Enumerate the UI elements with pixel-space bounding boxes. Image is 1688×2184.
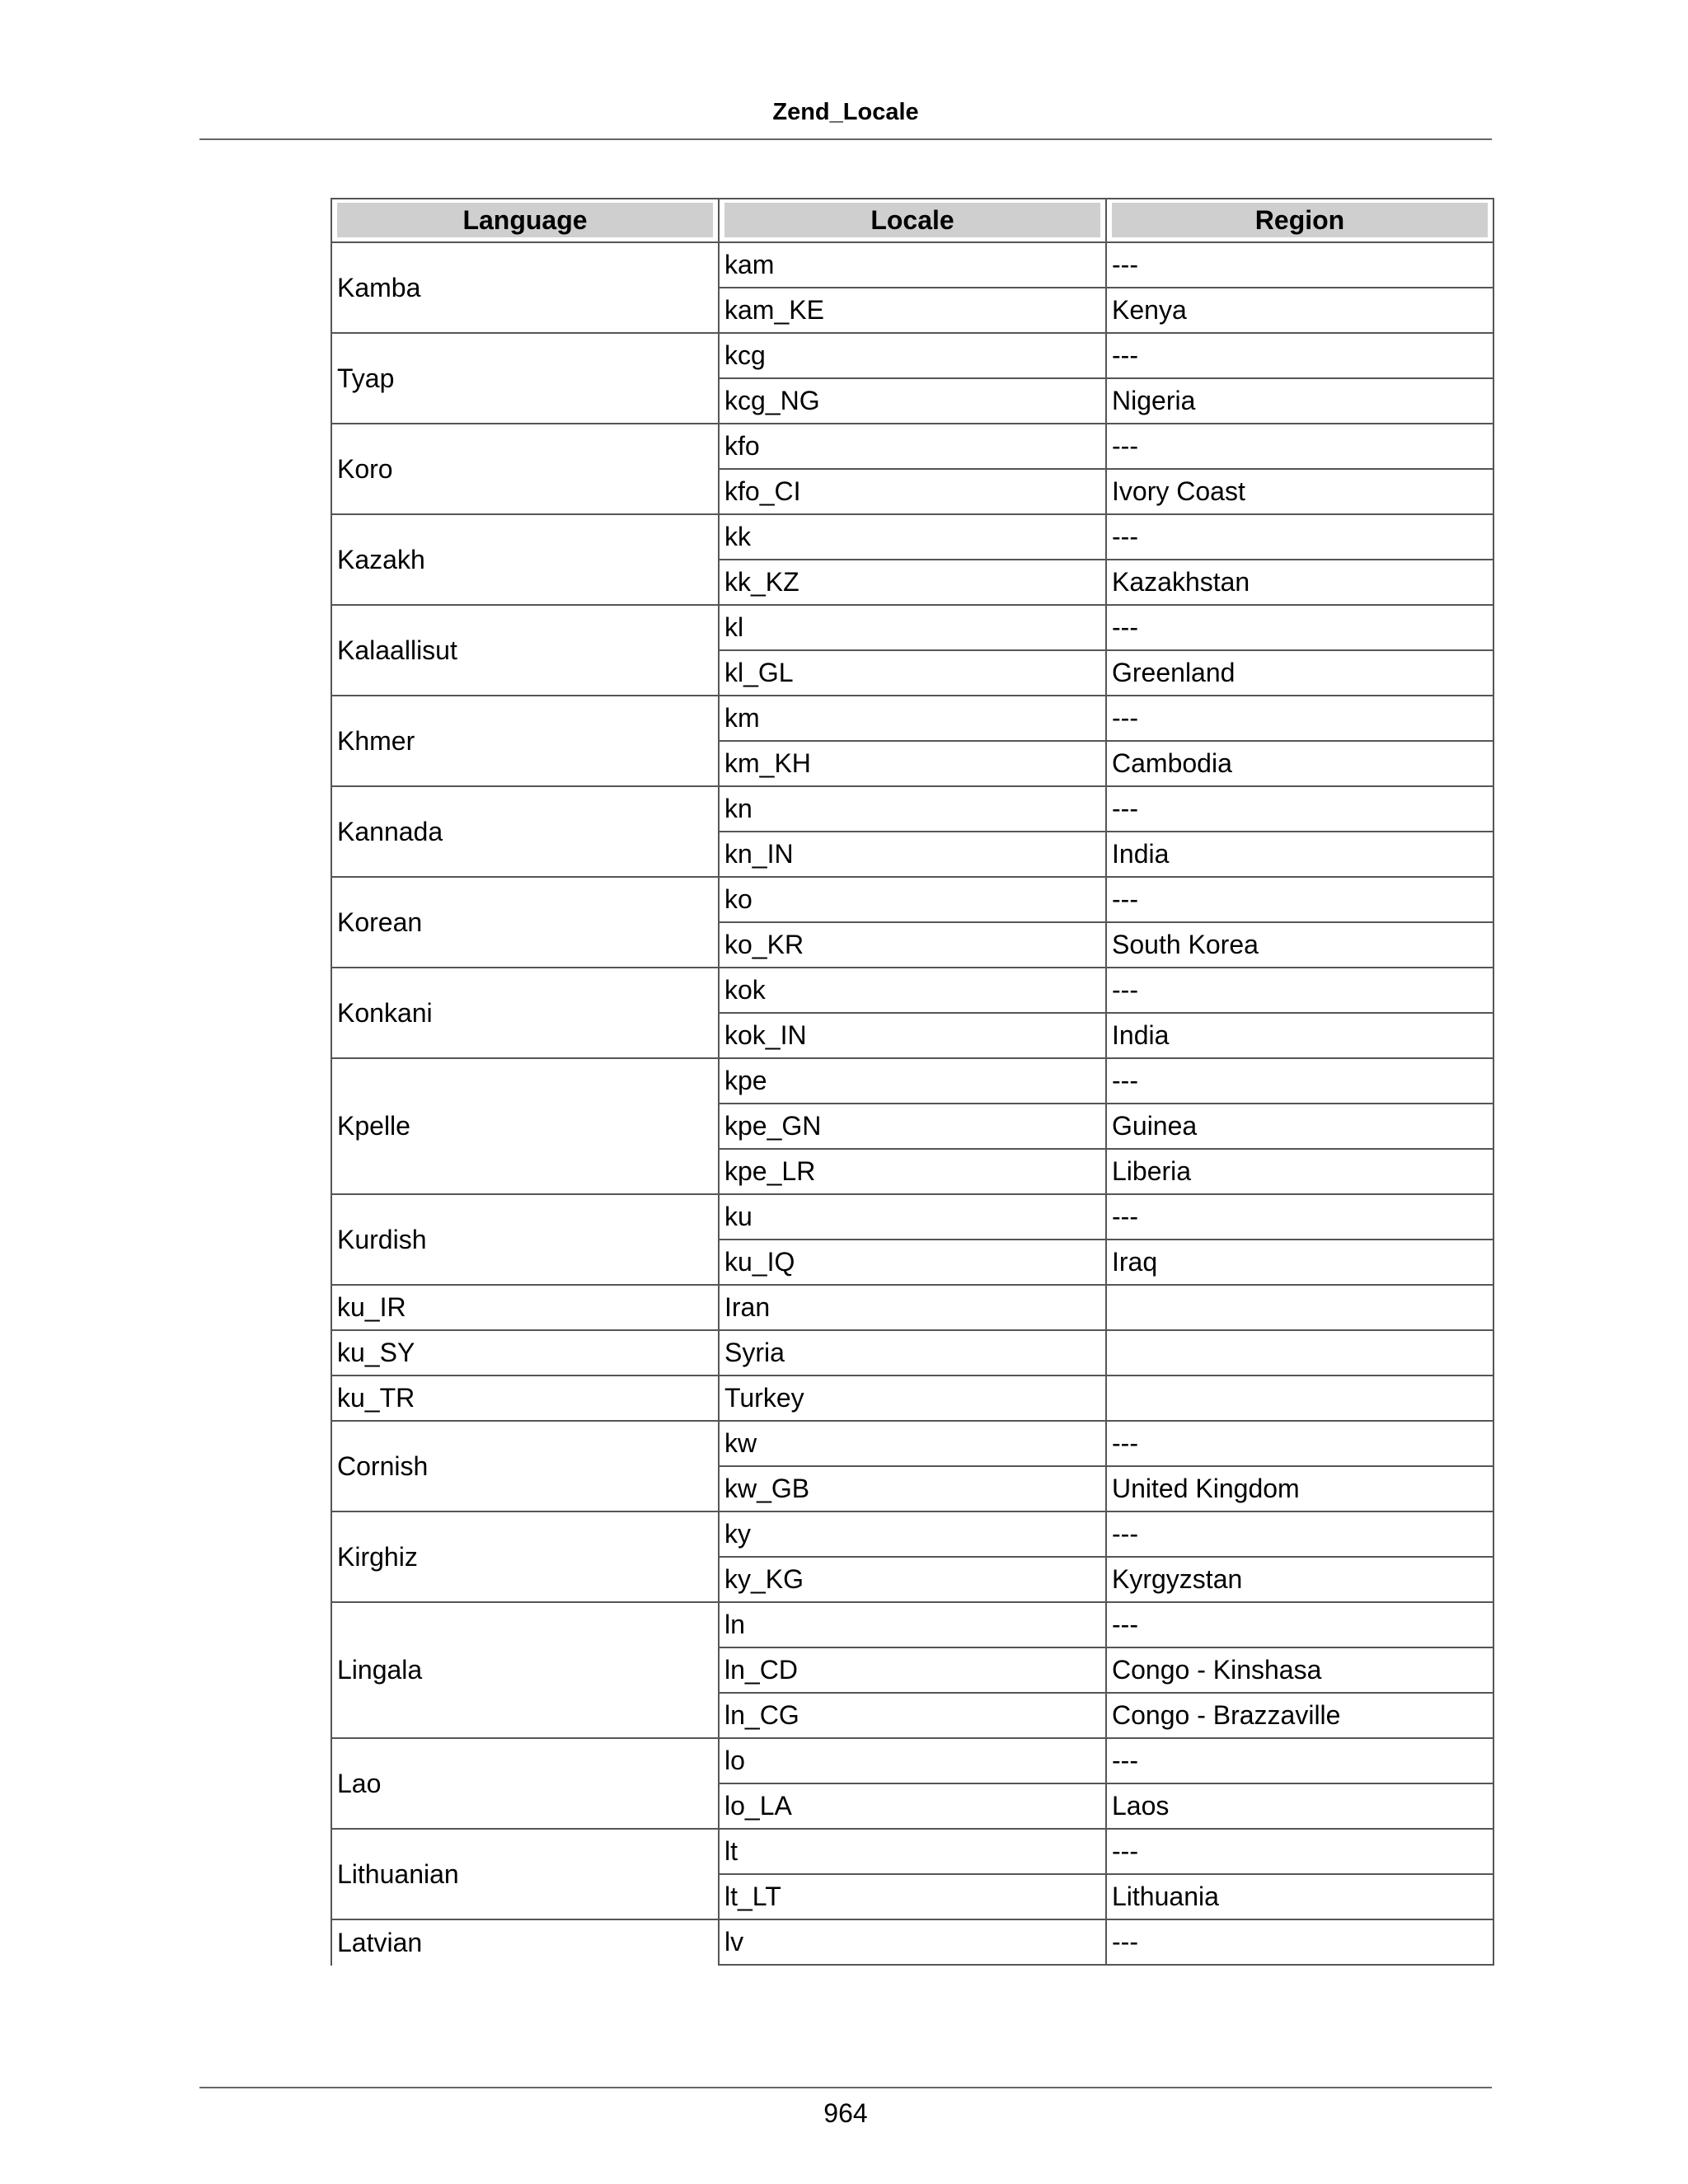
locale-cell: kn [718, 787, 1105, 832]
header-row [331, 199, 1493, 243]
locale-cell: ky [718, 1512, 1105, 1558]
region-cell: Nigeria [1105, 379, 1493, 424]
column-header-language [331, 199, 718, 243]
region-cell [1105, 1376, 1493, 1422]
locale-cell: kam [718, 243, 1105, 288]
region-cell: Liberia [1105, 1150, 1493, 1195]
language-cell: Latvian [331, 1920, 718, 1966]
language-cell: Kpelle [331, 1059, 718, 1195]
language-cell: Kazakh [331, 515, 718, 606]
locale-cell: kl [718, 606, 1105, 651]
table-row [331, 1059, 1493, 1104]
language-cell: Konkani [331, 968, 718, 1059]
table-row [331, 1739, 1493, 1784]
locale-cell: Syria [718, 1331, 1105, 1376]
language-cell: ku_TR [331, 1376, 718, 1422]
region-cell: United Kingdom [1105, 1467, 1493, 1512]
table-row [331, 1195, 1493, 1240]
language-cell: ku_IR [331, 1286, 718, 1331]
language-cell: Kirghiz [331, 1512, 718, 1603]
locale-cell: kpe_LR [718, 1150, 1105, 1195]
language-cell: Kannada [331, 787, 718, 878]
language-cell: Tyap [331, 334, 718, 424]
locale-cell: ko_KR [718, 923, 1105, 968]
locale-cell: ln [718, 1603, 1105, 1648]
region-cell: Ivory Coast [1105, 470, 1493, 515]
language-cell: Lao [331, 1739, 718, 1830]
region-cell: Laos [1105, 1784, 1493, 1830]
region-cell: India [1105, 832, 1493, 878]
table-row [331, 787, 1493, 832]
locale-cell: kam_KE [718, 288, 1105, 334]
locale-cell: kcg [718, 334, 1105, 379]
locale-cell: kw_GB [718, 1467, 1105, 1512]
region-cell: Greenland [1105, 651, 1493, 696]
locale-cell: km [718, 696, 1105, 742]
locale-cell: lt_LT [718, 1875, 1105, 1920]
table-row [331, 424, 1493, 470]
column-header-region [1105, 199, 1493, 243]
locale-cell: kn_IN [718, 832, 1105, 878]
locale-cell: lt [718, 1830, 1105, 1875]
column-header-region-label: Region [1112, 203, 1488, 237]
page-number: 964 [823, 2098, 868, 2128]
region-cell: --- [1105, 243, 1493, 288]
locale-cell: kk_KZ [718, 560, 1105, 606]
region-cell: --- [1105, 1603, 1493, 1648]
table-row [331, 1603, 1493, 1648]
locale-table-wrapper [331, 198, 1494, 1966]
table-header [331, 199, 1493, 243]
region-cell [1105, 1331, 1493, 1376]
locale-cell: lo_LA [718, 1784, 1105, 1830]
language-cell: Kurdish [331, 1195, 718, 1286]
table-row [331, 878, 1493, 923]
region-cell: --- [1105, 515, 1493, 560]
locale-cell: ko [718, 878, 1105, 923]
table-row [331, 696, 1493, 742]
language-cell: ku_SY [331, 1331, 718, 1376]
table-row [331, 243, 1493, 288]
column-header-locale-label: Locale [724, 203, 1100, 237]
locale-cell: kl_GL [718, 651, 1105, 696]
locale-cell: kfo [718, 424, 1105, 470]
table-row [331, 515, 1493, 560]
locale-cell: kpe [718, 1059, 1105, 1104]
language-cell: Kamba [331, 243, 718, 334]
column-header-language-label: Language [337, 203, 713, 237]
table-row [331, 1512, 1493, 1558]
region-cell: --- [1105, 878, 1493, 923]
region-cell: --- [1105, 787, 1493, 832]
locale-cell: km_KH [718, 742, 1105, 787]
locale-cell: ky_KG [718, 1558, 1105, 1603]
region-cell: Lithuania [1105, 1875, 1493, 1920]
page-footer [199, 2087, 1492, 2126]
page-header [199, 92, 1492, 140]
table-row [331, 1422, 1493, 1467]
table-row [331, 968, 1493, 1014]
locale-cell: Iran [718, 1286, 1105, 1331]
region-cell: Kenya [1105, 288, 1493, 334]
table-row [331, 1376, 1493, 1422]
region-cell: --- [1105, 606, 1493, 651]
locale-cell: kok [718, 968, 1105, 1014]
locale-cell: lv [718, 1920, 1105, 1966]
page-title: Zend_Locale [772, 99, 919, 125]
region-cell: --- [1105, 334, 1493, 379]
table-row [331, 606, 1493, 651]
region-cell: Congo - Kinshasa [1105, 1648, 1493, 1694]
locale-cell: ku [718, 1195, 1105, 1240]
region-cell: South Korea [1105, 923, 1493, 968]
locale-cell: kk [718, 515, 1105, 560]
region-cell: Guinea [1105, 1104, 1493, 1150]
region-cell: --- [1105, 1059, 1493, 1104]
region-cell: --- [1105, 696, 1493, 742]
table-row [331, 1286, 1493, 1331]
region-cell: Congo - Brazzaville [1105, 1694, 1493, 1739]
region-cell: --- [1105, 1830, 1493, 1875]
locale-table [331, 198, 1494, 1966]
table-row [331, 1331, 1493, 1376]
language-cell: Lingala [331, 1603, 718, 1739]
region-cell: --- [1105, 1920, 1493, 1966]
locale-cell: ln_CD [718, 1648, 1105, 1694]
column-header-locale [718, 199, 1105, 243]
table-row [331, 1920, 1493, 1966]
region-cell [1105, 1286, 1493, 1331]
locale-cell: ku_IQ [718, 1240, 1105, 1286]
language-cell: Khmer [331, 696, 718, 787]
region-cell: --- [1105, 1422, 1493, 1467]
region-cell: --- [1105, 1512, 1493, 1558]
region-cell: Kazakhstan [1105, 560, 1493, 606]
language-cell: Korean [331, 878, 718, 968]
locale-cell: Turkey [718, 1376, 1105, 1422]
locale-cell: lo [718, 1739, 1105, 1784]
table-body [331, 243, 1493, 1966]
locale-cell: kw [718, 1422, 1105, 1467]
locale-cell: kpe_GN [718, 1104, 1105, 1150]
region-cell: Kyrgyzstan [1105, 1558, 1493, 1603]
table-row [331, 334, 1493, 379]
language-cell: Cornish [331, 1422, 718, 1512]
region-cell: Cambodia [1105, 742, 1493, 787]
locale-cell: kcg_NG [718, 379, 1105, 424]
region-cell: --- [1105, 1195, 1493, 1240]
language-cell: Koro [331, 424, 718, 515]
table-row [331, 1830, 1493, 1875]
region-cell: Iraq [1105, 1240, 1493, 1286]
region-cell: --- [1105, 1739, 1493, 1784]
language-cell: Kalaallisut [331, 606, 718, 696]
region-cell: India [1105, 1014, 1493, 1059]
region-cell: --- [1105, 968, 1493, 1014]
locale-cell: kok_IN [718, 1014, 1105, 1059]
locale-cell: kfo_CI [718, 470, 1105, 515]
locale-cell: ln_CG [718, 1694, 1105, 1739]
language-cell: Lithuanian [331, 1830, 718, 1920]
region-cell: --- [1105, 424, 1493, 470]
